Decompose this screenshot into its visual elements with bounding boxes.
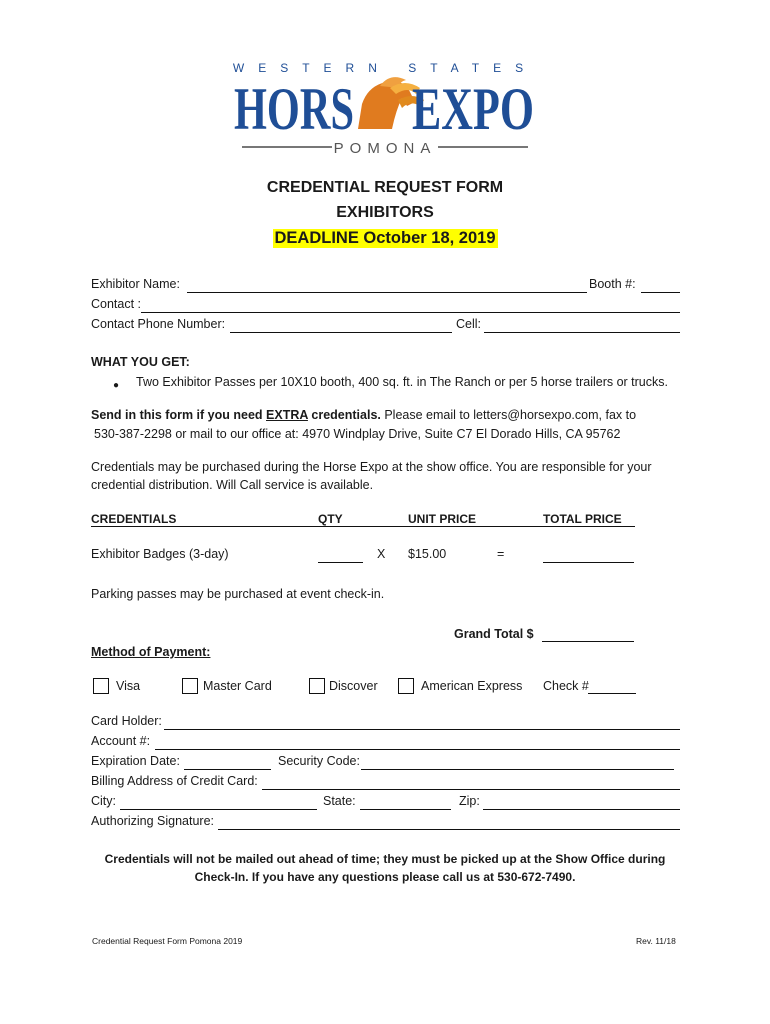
billing-address-field[interactable]	[262, 789, 680, 790]
logo-bottom-text: POMONA	[333, 140, 437, 157]
parking-note: Parking passes may be purchased at event check-in.	[91, 587, 385, 601]
col-header-qty: QTY	[318, 512, 343, 526]
notice-line2: Check-In. If you have any questions please call us at 530-672-7490.	[194, 870, 576, 884]
footer-left: Credential Request Form Pomona 2019	[92, 936, 243, 946]
booth-label: Booth #:	[589, 277, 636, 291]
logo-top-text: WESTERN STATES	[232, 61, 538, 75]
contact-phone-label: Contact Phone Number:	[91, 317, 226, 331]
form-subtitle: EXHIBITORS	[336, 204, 434, 221]
send-line1-rest: Please email to letters@horsexpo.com, fax to	[380, 408, 637, 422]
logo-main-left: HORS	[234, 76, 354, 142]
state-field[interactable]	[360, 809, 451, 810]
send-bold-prefix: Send in this form if you need	[91, 408, 267, 422]
booth-field[interactable]	[641, 292, 680, 293]
contact-phone-field[interactable]	[230, 332, 452, 333]
bullet-icon: ●	[113, 380, 120, 391]
visa-label: Visa	[116, 679, 141, 693]
send-bold-suffix: credentials.	[307, 408, 381, 422]
grand-total-label: Grand Total $	[454, 627, 534, 641]
discover-checkbox[interactable]	[309, 678, 325, 694]
horse-expo-logo	[230, 58, 540, 158]
col-header-unit-price: UNIT PRICE	[408, 512, 477, 526]
card-holder-label: Card Holder:	[91, 714, 162, 728]
security-code-field[interactable]	[361, 769, 674, 770]
what-you-get-heading: WHAT YOU GET:	[91, 355, 190, 369]
what-you-get-bullet: Two Exhibitor Passes per 10X10 booth, 400 sq. ft. in The Ranch or per 5 horse trailers or trucks.	[136, 375, 668, 389]
signature-field[interactable]	[218, 829, 680, 830]
card-holder-field[interactable]	[164, 729, 680, 730]
notice-line1: Credentials will not be mailed out ahead of time; they must be picked up at the Show Office during	[104, 852, 666, 866]
payment-heading: Method of Payment:	[91, 645, 211, 659]
city-label: City:	[91, 794, 116, 808]
state-label: State:	[323, 794, 356, 808]
account-label: Account #:	[91, 734, 151, 748]
expiration-field[interactable]	[184, 769, 271, 770]
row-equals: =	[497, 547, 505, 561]
row-unit-price: $15.00	[408, 547, 447, 561]
logo-main-right: EXPO	[412, 76, 534, 142]
american-express-checkbox[interactable]	[398, 678, 414, 694]
purchase-note-line2: credential distribution. Will Call service is available.	[91, 478, 374, 492]
american-express-label: American Express	[421, 679, 523, 693]
row-item: Exhibitor Badges (3-day)	[91, 547, 229, 561]
expiration-label: Expiration Date:	[91, 754, 180, 768]
account-field[interactable]	[155, 749, 680, 750]
send-address: 530-387-2298 or mail to our office at: 4970 Windplay Drive, Suite C7 El Dorado Hills, CA 95762	[94, 427, 621, 441]
deadline-banner: DEADLINE October 18, 2019	[274, 229, 496, 247]
mastercard-checkbox[interactable]	[182, 678, 198, 694]
zip-label: Zip:	[459, 794, 480, 808]
visa-checkbox[interactable]	[93, 678, 109, 694]
total-price-field[interactable]	[543, 562, 634, 563]
purchase-note-line1: Credentials may be purchased during the Horse Expo at the show office. You are responsible for your	[91, 460, 652, 474]
deadline-wrapper	[0, 229, 770, 248]
row-times: X	[377, 547, 386, 561]
cell-field[interactable]	[484, 332, 680, 333]
check-number-field[interactable]	[588, 693, 636, 694]
discover-label: Discover	[329, 679, 378, 693]
city-field[interactable]	[120, 809, 317, 810]
cell-label: Cell:	[456, 317, 482, 331]
col-header-credentials: CREDENTIALS	[91, 512, 177, 526]
form-title: CREDENTIAL REQUEST FORM	[266, 179, 504, 196]
check-label: Check #	[543, 679, 589, 693]
send-extra: EXTRA	[266, 408, 308, 422]
footer-right: Rev. 11/18	[636, 936, 676, 946]
exhibitor-name-field[interactable]	[187, 292, 587, 293]
col-header-total-price: TOTAL PRICE	[543, 512, 622, 526]
billing-address-label: Billing Address of Credit Card:	[91, 774, 258, 788]
contact-field[interactable]	[141, 312, 680, 313]
send-instructions	[91, 408, 636, 422]
grand-total-field[interactable]	[542, 641, 634, 642]
exhibitor-name-label: Exhibitor Name:	[91, 277, 180, 291]
security-code-label: Security Code:	[278, 754, 360, 768]
table-header-underline	[91, 526, 635, 527]
contact-label: Contact :	[91, 297, 142, 311]
qty-field[interactable]	[318, 562, 363, 563]
zip-field[interactable]	[483, 809, 680, 810]
signature-label: Authorizing Signature:	[91, 814, 214, 828]
mastercard-label: Master Card	[203, 679, 272, 693]
